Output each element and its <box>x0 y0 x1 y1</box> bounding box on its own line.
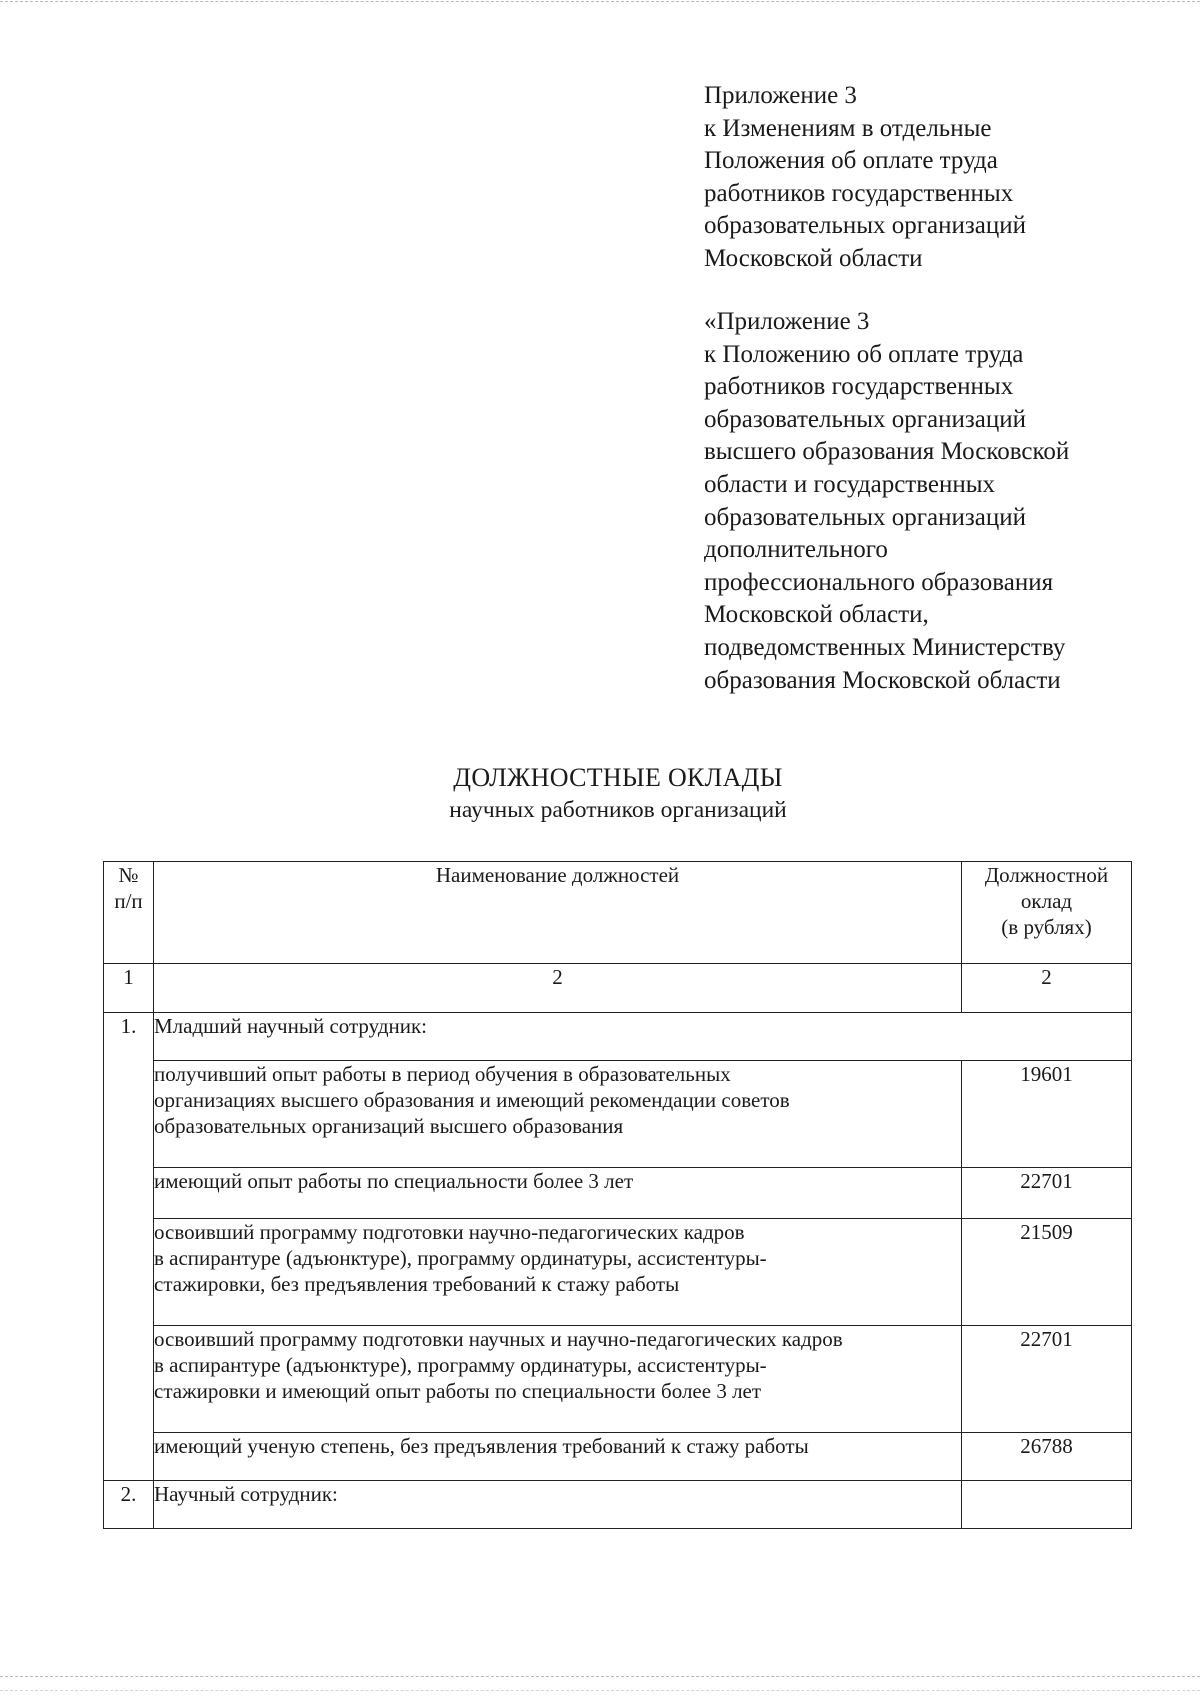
column-number: 2 <box>154 964 962 1013</box>
scan-edge-bottom <box>0 1676 1200 1677</box>
appendix-line: образовательных организаций <box>704 405 1027 433</box>
table-row <box>104 1168 1132 1219</box>
appendix-line: Положения об оплате труда <box>704 147 998 175</box>
header-number <box>104 862 154 964</box>
document-title: ДОЛЖНОСТНЫЕ ОКЛАДЫ <box>453 763 783 792</box>
position-name-line: освоивший программу подготовки научных и научно-педагогических кадров <box>154 1327 843 1351</box>
salary-value: 21509 <box>962 1219 1132 1326</box>
appendix-line: образовательных организаций <box>704 212 1027 240</box>
header-number-line: № <box>118 863 139 887</box>
appendix-line: Московской области, <box>704 601 929 629</box>
header-salary <box>962 862 1132 964</box>
row-number: 2. <box>104 1481 154 1529</box>
appendix-reference <box>704 80 1174 276</box>
position-name-line: в аспирантуре (адъюнктуре), программу ординатуры, ассистентуры- <box>154 1353 767 1377</box>
position-name-line: имеющий опыт работы по специальности более 3 лет <box>154 1169 634 1193</box>
salary-table <box>103 861 1132 1529</box>
position-name-line: освоивший программу подготовки научно-педагогических кадров <box>154 1220 745 1244</box>
appendix-line: работников государственных <box>704 179 1014 207</box>
header-number-line: п/п <box>114 889 143 913</box>
salary-value: 22701 <box>962 1326 1132 1433</box>
appendix-line: «Приложение 3 <box>704 308 870 335</box>
appendix-line: образовательных организаций <box>704 503 1027 531</box>
header-salary-line: оклад <box>1020 889 1073 913</box>
header-salary-line: (в рублях) <box>1001 915 1092 939</box>
position-category: Младший научный сотрудник: <box>154 1013 1132 1061</box>
position-name <box>154 1219 962 1326</box>
position-name-line: стажировки, без предъявления требований к стажу работы <box>154 1272 680 1296</box>
table-row <box>104 1326 1132 1433</box>
salary-value: 26788 <box>962 1433 1132 1481</box>
column-number: 2 <box>962 964 1132 1013</box>
table-row <box>104 1061 1132 1168</box>
header-salary-line: Должностной <box>984 863 1109 887</box>
scan-edge-bottom <box>0 1690 1200 1691</box>
position-name <box>154 1061 962 1168</box>
table-row <box>104 1219 1132 1326</box>
salary-value <box>962 1481 1132 1529</box>
position-name <box>154 1433 962 1481</box>
appendix-line: образования Московской области <box>704 666 1061 694</box>
appendix-line: работников государственных <box>704 373 1014 401</box>
appendix-line: Московской области <box>704 244 923 272</box>
appendix-line: к Изменениям в отдельные <box>704 114 992 142</box>
table-row <box>104 1433 1132 1481</box>
appendix-line: высшего образования Московской <box>704 438 1070 466</box>
position-name-line: в аспирантуре (адъюнктуре), программу ординатуры, ассистентуры- <box>154 1246 767 1270</box>
position-name-line: получивший опыт работы в период обучения в образовательных <box>154 1062 731 1086</box>
appendix-line: к Положению об оплате труда <box>704 340 1024 368</box>
scan-edge-top <box>0 1 1200 2</box>
appendix-line: области и государственных <box>704 470 996 498</box>
salary-value: 22701 <box>962 1168 1132 1219</box>
position-name-line: образовательных организаций высшего образования <box>154 1114 624 1138</box>
appendix-line: дополнительного <box>704 536 888 564</box>
position-category: Научный сотрудник: <box>154 1481 962 1529</box>
appendix-line: профессионального образования <box>704 568 1054 596</box>
appendix-line: Приложение 3 <box>704 82 857 109</box>
document-subtitle: научных работников организаций <box>449 797 787 823</box>
position-name-line: организациях высшего образования и имеющий рекомендации советов <box>154 1088 790 1112</box>
table-header-row <box>104 862 1132 964</box>
salary-value: 19601 <box>962 1061 1132 1168</box>
position-name-line: стажировки и имеющий опыт работы по специальности более 3 лет <box>154 1379 762 1403</box>
column-number-row <box>104 964 1132 1013</box>
quoted-appendix-reference <box>704 306 1174 697</box>
header-position-name: Наименование должностей <box>154 862 962 964</box>
row-number: 1. <box>104 1013 154 1481</box>
appendix-line: подведомственных Министерству <box>704 633 1066 661</box>
column-number: 1 <box>104 964 154 1013</box>
position-name-line: имеющий ученую степень, без предъявления требований к стажу работы <box>154 1434 809 1458</box>
position-name <box>154 1326 962 1433</box>
position-name <box>154 1168 962 1219</box>
table-row <box>104 1013 1132 1061</box>
table-row <box>104 1481 1132 1529</box>
